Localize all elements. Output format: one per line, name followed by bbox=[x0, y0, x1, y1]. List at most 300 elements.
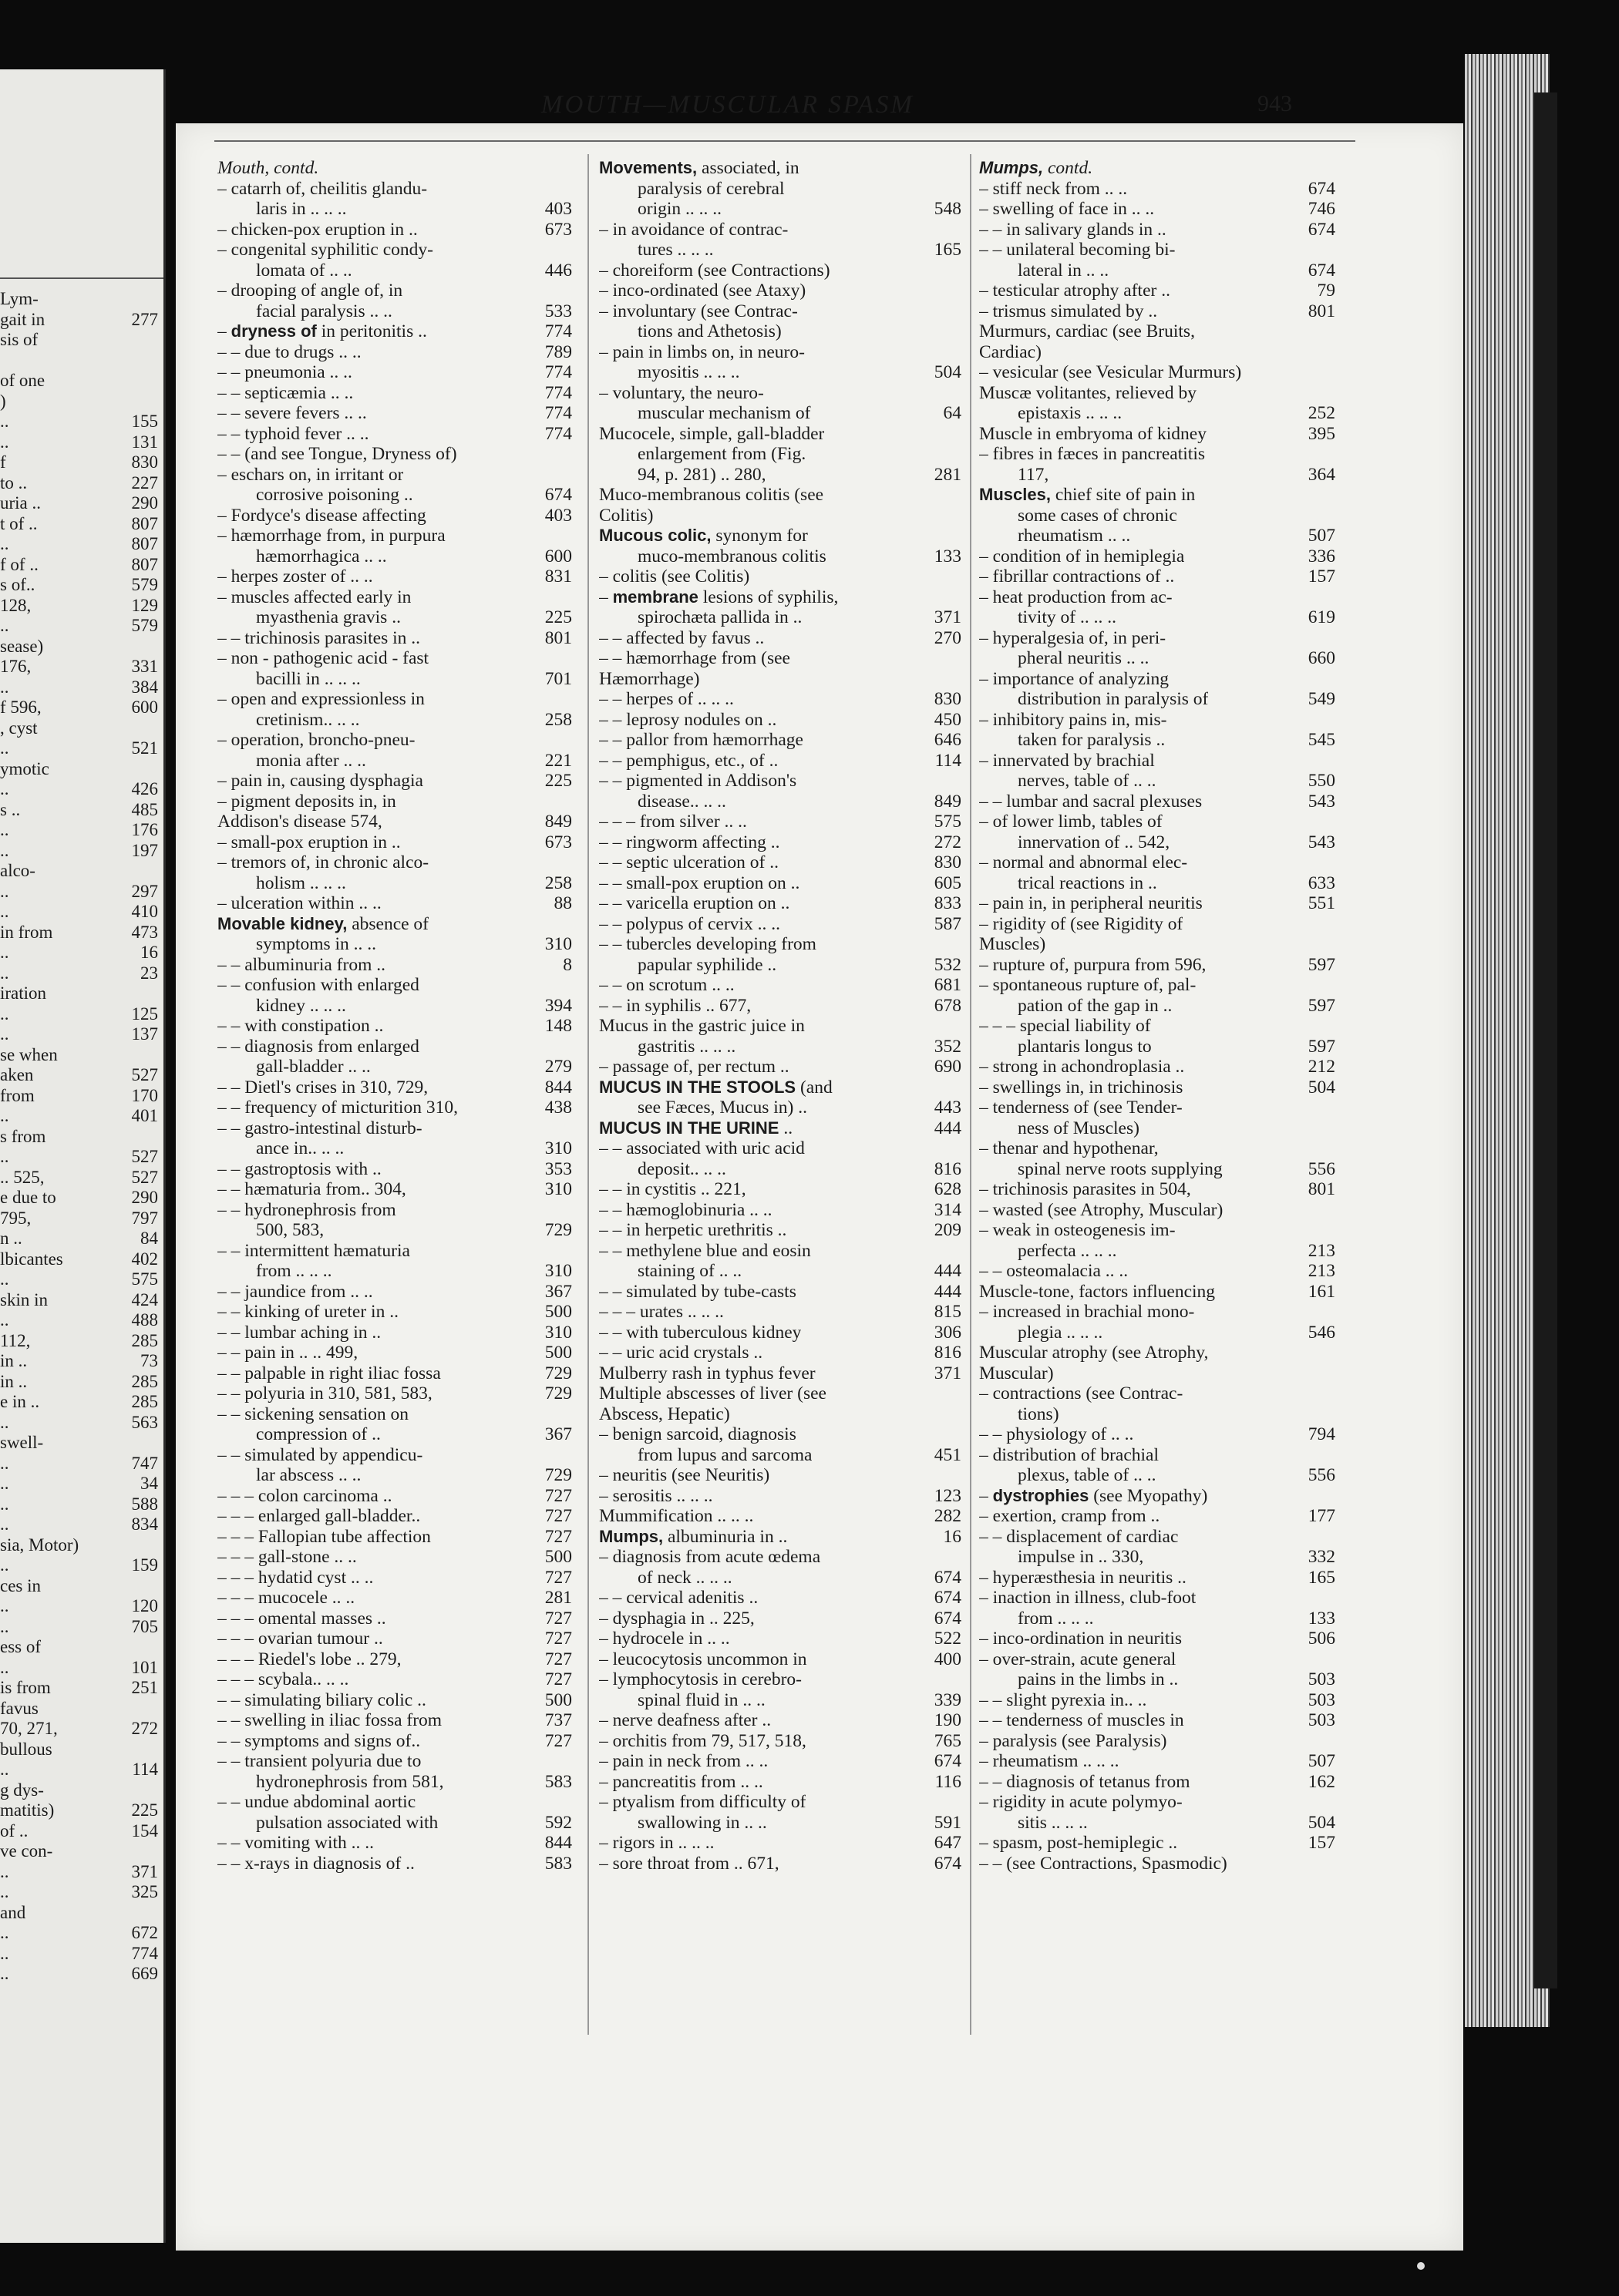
entry-text: tions and Athetosis) bbox=[638, 321, 782, 341]
entry-text: – – pain in .. .. 499, bbox=[217, 1343, 358, 1363]
left-fragment-text: in .. bbox=[0, 1371, 28, 1391]
entry-page-ref: 504 bbox=[1308, 1077, 1335, 1098]
entry-text: – fibrillar contractions of .. bbox=[979, 566, 1175, 587]
entry-page-ref: 816 bbox=[934, 1343, 961, 1363]
index-entry bbox=[979, 444, 1335, 465]
entry-page-ref: 165 bbox=[1308, 1567, 1335, 1588]
entry-page-ref: 533 bbox=[544, 301, 572, 321]
index-entry bbox=[217, 873, 572, 894]
entry-text: – – slight pyrexia in.. .. bbox=[979, 1689, 1147, 1710]
entry-text: – rigors in .. .. .. bbox=[599, 1833, 715, 1853]
entry-page-ref: 438 bbox=[544, 1098, 572, 1118]
left-fragment-line bbox=[0, 1678, 158, 1699]
left-fragment-page-ref: 325 bbox=[131, 1882, 158, 1901]
entry-page-ref: 272 bbox=[934, 832, 961, 852]
entry-page-ref: 506 bbox=[1308, 1629, 1335, 1649]
left-fragment-text: gait in bbox=[0, 309, 45, 329]
left-fragment-line bbox=[0, 1800, 158, 1821]
index-entry bbox=[599, 812, 961, 832]
entry-text: Mucocele, simple, gall-bladder bbox=[599, 423, 825, 444]
index-entry bbox=[599, 1200, 961, 1221]
left-fragment-text: .. bbox=[0, 943, 9, 962]
index-entry bbox=[217, 158, 572, 179]
left-fragment-line bbox=[0, 534, 158, 555]
entry-page-ref: 833 bbox=[934, 893, 961, 913]
entry-text: – – jaundice from .. .. bbox=[217, 1281, 373, 1302]
entry-text: – tenderness of (see Tender- bbox=[979, 1098, 1183, 1118]
index-entry bbox=[599, 424, 961, 445]
entry-page-ref: 729 bbox=[544, 1383, 572, 1403]
index-entry bbox=[599, 934, 961, 955]
index-entry bbox=[599, 342, 961, 363]
left-fragment-page-ref: 131 bbox=[131, 432, 158, 452]
left-fragment-text: .. bbox=[0, 1003, 9, 1024]
index-entry bbox=[217, 1751, 572, 1772]
index-entry bbox=[217, 526, 572, 546]
entry-page-ref: 310 bbox=[544, 1138, 572, 1158]
entry-text: plantaris longus to bbox=[1018, 1036, 1152, 1057]
index-entry bbox=[217, 301, 572, 322]
entry-page-ref: 844 bbox=[544, 1833, 572, 1853]
entry-text: – – frequency of micturition 310, bbox=[217, 1098, 458, 1118]
index-entry bbox=[979, 1241, 1335, 1262]
index-entry bbox=[599, 526, 961, 546]
left-fragment-page-ref: 34 bbox=[140, 1474, 158, 1493]
entry-text: – – – from silver .. .. bbox=[599, 812, 747, 832]
entry-text: – – ringworm affecting .. bbox=[599, 832, 780, 852]
entry-page-ref: 556 bbox=[1308, 1465, 1335, 1485]
left-fragment-line bbox=[0, 1699, 158, 1719]
left-fragment-text: .. bbox=[0, 1514, 9, 1534]
entry-text: – – septic ulceration of .. bbox=[599, 852, 779, 872]
index-entry bbox=[979, 1261, 1335, 1282]
index-entry bbox=[979, 669, 1335, 690]
index-entry bbox=[599, 832, 961, 853]
entry-page-ref: 605 bbox=[934, 872, 961, 893]
index-entry bbox=[979, 465, 1335, 486]
entry-page-ref: 353 bbox=[544, 1158, 572, 1179]
entry-page-ref: 727 bbox=[544, 1629, 572, 1649]
entry-text: Muscles, chief site of pain in bbox=[979, 485, 1196, 505]
left-fragment-page-ref: 120 bbox=[131, 1596, 158, 1615]
index-entry bbox=[599, 893, 961, 914]
index-entry bbox=[217, 812, 572, 832]
entry-text: – – typhoid fever .. .. bbox=[217, 423, 369, 444]
index-entry bbox=[979, 424, 1335, 445]
index-entry bbox=[599, 751, 961, 771]
entry-page-ref: 500 bbox=[544, 1343, 572, 1363]
left-page-index-column bbox=[0, 289, 158, 1985]
entry-page-ref: 647 bbox=[934, 1833, 961, 1853]
entry-text: – congenital syphilitic condy- bbox=[217, 240, 433, 260]
left-fragment-text: Lym- bbox=[0, 289, 39, 308]
entry-page-ref: 727 bbox=[544, 1608, 572, 1629]
entry-page-ref: 774 bbox=[544, 362, 572, 382]
left-fragment-page-ref: 426 bbox=[131, 779, 158, 798]
left-fragment-text: 795, bbox=[0, 1208, 32, 1228]
entry-text: – inaction in illness, club-foot bbox=[979, 1588, 1197, 1608]
index-entry bbox=[979, 1772, 1335, 1793]
left-fragment-line bbox=[0, 1147, 158, 1168]
entry-text: – – in salivary glands in .. bbox=[979, 219, 1166, 240]
column-divider-2 bbox=[970, 154, 971, 2035]
entry-text: bacilli in .. .. .. bbox=[256, 668, 361, 689]
entry-text: – – due to drugs .. .. bbox=[217, 341, 362, 362]
index-entry bbox=[217, 1588, 572, 1609]
index-entry bbox=[979, 1383, 1335, 1404]
index-entry bbox=[599, 1710, 961, 1731]
index-entry bbox=[979, 1690, 1335, 1711]
entry-text: lomata of .. .. bbox=[256, 260, 352, 281]
index-entry bbox=[979, 1323, 1335, 1343]
entry-page-ref: 746 bbox=[1308, 199, 1335, 219]
index-entry bbox=[217, 1383, 572, 1404]
index-entry bbox=[979, 812, 1335, 832]
index-column-3 bbox=[979, 158, 1335, 1874]
entry-text: – – – Riedel's lobe .. 279, bbox=[217, 1649, 402, 1669]
index-entry bbox=[217, 1527, 572, 1548]
entry-text: muscular mechanism of bbox=[638, 403, 811, 423]
entry-text: – – lumbar aching in .. bbox=[217, 1322, 382, 1343]
left-fragment-text: 128, bbox=[0, 595, 32, 615]
left-fragment-page-ref: 575 bbox=[131, 1269, 158, 1289]
entry-page-ref: 310 bbox=[544, 934, 572, 954]
left-fragment-page-ref: 285 bbox=[131, 1330, 158, 1350]
left-fragment-line bbox=[0, 1310, 158, 1331]
left-fragment-text: n .. bbox=[0, 1229, 22, 1248]
left-fragment-line bbox=[0, 432, 158, 453]
left-fragment-line bbox=[0, 1086, 158, 1107]
entry-page-ref: 314 bbox=[934, 1199, 961, 1220]
left-fragment-page-ref: 129 bbox=[131, 595, 158, 615]
left-fragment-page-ref: 101 bbox=[131, 1657, 158, 1677]
entry-text: – contractions (see Contrac- bbox=[979, 1383, 1183, 1403]
entry-page-ref: 546 bbox=[1308, 1322, 1335, 1343]
index-entry bbox=[599, 1568, 961, 1588]
index-entry bbox=[599, 1016, 961, 1037]
left-fragment-line bbox=[0, 1780, 158, 1801]
entry-page-ref: 209 bbox=[934, 1220, 961, 1240]
index-entry bbox=[979, 199, 1335, 220]
entry-text: trical reactions in .. bbox=[1018, 872, 1157, 893]
entry-page-ref: 400 bbox=[934, 1649, 961, 1669]
index-entry bbox=[599, 403, 961, 424]
entry-page-ref: 352 bbox=[934, 1036, 961, 1057]
index-entry bbox=[217, 669, 572, 690]
entry-text: Mucus in the gastric juice in bbox=[599, 1016, 805, 1036]
entry-page-ref: 444 bbox=[934, 1261, 961, 1281]
entry-text: – spasm, post-hemiplegic .. bbox=[979, 1833, 1178, 1853]
entry-text: from lupus and sarcoma bbox=[638, 1444, 813, 1465]
entry-text: – – – mucocele .. .. bbox=[217, 1588, 355, 1608]
entry-text: tures .. .. .. bbox=[638, 240, 714, 260]
left-fragment-text: ess of bbox=[0, 1637, 42, 1656]
entry-text: facial paralysis .. .. bbox=[256, 301, 392, 321]
entry-page-ref: 507 bbox=[1308, 1751, 1335, 1771]
index-entry bbox=[217, 1404, 572, 1425]
entry-text: – chicken-pox eruption in .. bbox=[217, 219, 418, 240]
left-fragment-page-ref: 114 bbox=[132, 1760, 158, 1779]
entry-text: – nerve deafness after .. bbox=[599, 1710, 772, 1730]
entry-page-ref: 774 bbox=[544, 403, 572, 423]
entry-text: Mummification .. .. .. bbox=[599, 1506, 754, 1526]
entry-text: – innervated by brachial bbox=[979, 750, 1155, 771]
index-entry bbox=[979, 1609, 1335, 1629]
index-entry bbox=[217, 566, 572, 587]
entry-page-ref: 727 bbox=[544, 1730, 572, 1751]
index-entry bbox=[217, 955, 572, 976]
entry-text: – – symptoms and signs of.. bbox=[217, 1730, 421, 1751]
index-entry bbox=[599, 1057, 961, 1077]
entry-page-ref: 114 bbox=[934, 750, 961, 771]
index-entry bbox=[599, 1343, 961, 1363]
index-entry bbox=[217, 1629, 572, 1649]
left-fragment-line bbox=[0, 1903, 158, 1924]
left-fragment-line bbox=[0, 657, 158, 677]
index-entry bbox=[599, 1445, 961, 1466]
left-fragment-line bbox=[0, 902, 158, 923]
entry-text: hydronephrosis from 581, bbox=[256, 1771, 444, 1792]
left-fragment-text: f 596, bbox=[0, 698, 42, 717]
entry-text: – colitis (see Colitis) bbox=[599, 566, 750, 587]
entry-text: – passage of, per rectum .. bbox=[599, 1057, 789, 1077]
entry-text: – – polyuria in 310, 581, 583, bbox=[217, 1383, 433, 1403]
index-entry bbox=[979, 1138, 1335, 1159]
entry-page-ref: 737 bbox=[544, 1710, 572, 1730]
entry-text: – – leprosy nodules on .. bbox=[599, 709, 777, 730]
left-fragment-page-ref: 155 bbox=[131, 412, 158, 431]
index-entry bbox=[599, 771, 961, 792]
entry-text: – – – special liability of bbox=[979, 1016, 1151, 1036]
entry-page-ref: 794 bbox=[1308, 1424, 1335, 1444]
entry-page-ref: 575 bbox=[934, 812, 961, 832]
entry-page-ref: 831 bbox=[544, 566, 572, 587]
entry-text: – – vomiting with .. .. bbox=[217, 1833, 375, 1853]
entry-text: Hæmorrhage) bbox=[599, 668, 700, 689]
index-entry bbox=[599, 1404, 961, 1425]
index-entry bbox=[979, 1669, 1335, 1690]
left-fragment-page-ref: 331 bbox=[131, 657, 158, 676]
left-fragment-text: .. bbox=[0, 738, 9, 758]
entry-text: – importance of analyzing bbox=[979, 668, 1170, 689]
index-entry bbox=[217, 914, 572, 935]
entry-page-ref: 673 bbox=[544, 219, 572, 240]
entry-page-ref: 394 bbox=[544, 995, 572, 1016]
entry-page-ref: 765 bbox=[934, 1730, 961, 1751]
left-fragment-page-ref: 527 bbox=[131, 1147, 158, 1166]
entry-page-ref: 310 bbox=[544, 1261, 572, 1281]
entry-text: – herpes zoster of .. .. bbox=[217, 566, 373, 587]
index-entry bbox=[979, 1424, 1335, 1445]
left-fragment-page-ref: 297 bbox=[131, 881, 158, 901]
entry-page-ref: 310 bbox=[544, 1322, 572, 1343]
index-entry bbox=[979, 1588, 1335, 1609]
left-fragment-line bbox=[0, 882, 158, 903]
entry-text: – – cervical adenitis .. bbox=[599, 1588, 759, 1608]
book-edge-shadow bbox=[1534, 92, 1557, 1988]
left-fragment-line bbox=[0, 310, 158, 331]
left-fragment-text: .. bbox=[0, 1555, 9, 1575]
index-entry bbox=[979, 179, 1335, 200]
left-fragment-line bbox=[0, 983, 158, 1004]
index-entry bbox=[599, 1323, 961, 1343]
entry-text: taken for paralysis .. bbox=[1018, 730, 1166, 750]
entry-text: – – associated with uric acid bbox=[599, 1138, 805, 1158]
index-entry bbox=[217, 975, 572, 996]
entry-text: – – on scrotum .. .. bbox=[599, 975, 735, 995]
entry-page-ref: 64 bbox=[943, 403, 961, 423]
left-fragment-page-ref: 384 bbox=[131, 677, 158, 697]
index-entry bbox=[217, 607, 572, 628]
entry-page-ref: 213 bbox=[1308, 1261, 1335, 1281]
entry-text: myasthenia gravis .. bbox=[256, 607, 401, 627]
left-fragment-line bbox=[0, 1065, 158, 1086]
entry-page-ref: 830 bbox=[934, 852, 961, 872]
entry-text: – rupture of, purpura from 596, bbox=[979, 954, 1207, 975]
index-entry bbox=[599, 506, 961, 526]
left-fragment-line bbox=[0, 473, 158, 494]
entry-text: Muscular) bbox=[979, 1363, 1054, 1383]
left-fragment-line bbox=[0, 1719, 158, 1740]
entry-page-ref: 522 bbox=[934, 1629, 961, 1649]
entry-text: monia after .. .. bbox=[256, 750, 366, 771]
index-entry bbox=[217, 1506, 572, 1527]
left-fragment-text: bullous bbox=[0, 1739, 52, 1759]
entry-text: pains in the limbs in .. bbox=[1018, 1669, 1179, 1689]
entry-page-ref: 674 bbox=[934, 1588, 961, 1608]
index-entry bbox=[599, 1037, 961, 1057]
entry-page-ref: 660 bbox=[1308, 648, 1335, 668]
entry-page-ref: 597 bbox=[1308, 1036, 1335, 1057]
left-fragment-line bbox=[0, 1964, 158, 1985]
entry-text: – non - pathogenic acid - fast bbox=[217, 648, 429, 668]
entry-page-ref: 165 bbox=[934, 240, 961, 260]
entry-page-ref: 681 bbox=[934, 975, 961, 995]
entry-text: – – small-pox eruption on .. bbox=[599, 872, 800, 893]
page-header bbox=[359, 91, 1292, 137]
entry-text: – hyperalgesia of, in peri- bbox=[979, 627, 1166, 648]
left-fragment-text: .. bbox=[0, 1269, 9, 1289]
index-entry bbox=[979, 1363, 1335, 1384]
headword: MUCUS IN THE URINE bbox=[599, 1118, 779, 1138]
left-fragment-page-ref: 473 bbox=[131, 922, 158, 942]
entry-page-ref: 162 bbox=[1308, 1771, 1335, 1792]
index-entry bbox=[599, 873, 961, 894]
index-entry bbox=[979, 485, 1335, 506]
index-entry bbox=[217, 934, 572, 955]
left-fragment-text: alco- bbox=[0, 861, 35, 880]
entry-page-ref: 701 bbox=[544, 668, 572, 689]
left-fragment-page-ref: 797 bbox=[131, 1208, 158, 1228]
left-fragment-text: in from bbox=[0, 922, 53, 942]
entry-text: MUCUS IN THE URINE .. bbox=[599, 1118, 793, 1138]
index-entry bbox=[979, 852, 1335, 873]
entry-text: – benign sarcoid, diagnosis bbox=[599, 1424, 796, 1444]
left-fragment-line bbox=[0, 1760, 158, 1780]
entry-text: – drooping of angle of, in bbox=[217, 281, 403, 301]
entry-page-ref: 500 bbox=[544, 1689, 572, 1710]
entry-text: – – – gall-stone .. .. bbox=[217, 1547, 357, 1567]
left-fragment-text: s from bbox=[0, 1126, 46, 1146]
index-entry bbox=[217, 1854, 572, 1874]
entry-page-ref: 690 bbox=[934, 1057, 961, 1077]
entry-text: – exertion, cramp from .. bbox=[979, 1506, 1160, 1526]
entry-text: – – pigmented in Addison's bbox=[599, 771, 797, 791]
index-entry bbox=[979, 158, 1335, 179]
entry-page-ref: 597 bbox=[1308, 995, 1335, 1016]
index-entry bbox=[599, 852, 961, 873]
index-entry bbox=[599, 648, 961, 669]
left-fragment-line bbox=[0, 759, 158, 780]
left-fragment-text: .. bbox=[0, 1147, 9, 1166]
index-entry bbox=[217, 281, 572, 301]
entry-page-ref: 364 bbox=[1308, 464, 1335, 485]
entry-page-ref: 451 bbox=[934, 1444, 961, 1465]
left-fragment-text: .. bbox=[0, 779, 9, 798]
left-fragment-text: .. bbox=[0, 1474, 9, 1493]
index-entry bbox=[599, 1282, 961, 1303]
index-entry bbox=[979, 1159, 1335, 1180]
entry-text: – open and expressionless in bbox=[217, 689, 425, 709]
left-fragment-text: ymotic bbox=[0, 758, 49, 778]
left-fragment-line bbox=[0, 1494, 158, 1515]
left-fragment-text: .. bbox=[0, 820, 9, 839]
index-entry bbox=[599, 1220, 961, 1241]
entry-page-ref: 774 bbox=[544, 382, 572, 403]
index-entry bbox=[599, 669, 961, 690]
index-entry bbox=[599, 710, 961, 731]
entry-text: – orchitis from 79, 517, 518, bbox=[599, 1730, 806, 1751]
index-entry bbox=[979, 220, 1335, 240]
left-fragment-text: to .. bbox=[0, 472, 28, 492]
left-fragment-text: .. bbox=[0, 1657, 9, 1677]
left-fragment-text: s of.. bbox=[0, 575, 35, 594]
index-entry bbox=[979, 1813, 1335, 1834]
entry-text: – spontaneous rupture of, pal- bbox=[979, 975, 1197, 995]
headword: Muscles, bbox=[979, 485, 1051, 504]
index-entry bbox=[217, 342, 572, 363]
entry-text: – – confusion with enlarged bbox=[217, 975, 419, 995]
index-entry bbox=[979, 587, 1335, 608]
entry-text: – – methylene blue and eosin bbox=[599, 1240, 811, 1261]
left-fragment-page-ref: 563 bbox=[131, 1412, 158, 1432]
entry-text: enlargement from (Fig. bbox=[638, 444, 806, 464]
entry-text: kidney .. .. .. bbox=[256, 995, 346, 1016]
entry-page-ref: 543 bbox=[1308, 832, 1335, 852]
entry-page-ref: 213 bbox=[1308, 1240, 1335, 1261]
left-fragment-page-ref: 672 bbox=[131, 1923, 158, 1942]
left-fragment-line bbox=[0, 1923, 158, 1944]
left-fragment-page-ref: 272 bbox=[131, 1719, 158, 1738]
index-entry bbox=[979, 751, 1335, 771]
index-entry bbox=[599, 1486, 961, 1507]
index-entry bbox=[217, 1568, 572, 1588]
entry-text: – – simulating biliary colic .. bbox=[217, 1689, 426, 1710]
entry-text: – of lower limb, tables of bbox=[979, 812, 1163, 832]
index-entry bbox=[979, 771, 1335, 792]
index-entry bbox=[217, 362, 572, 383]
entry-text: – – x-rays in diagnosis of .. bbox=[217, 1853, 415, 1874]
left-fragment-page-ref: 154 bbox=[131, 1820, 158, 1840]
entry-page-ref: 543 bbox=[1308, 791, 1335, 812]
index-entry bbox=[217, 832, 572, 853]
index-entry bbox=[217, 792, 572, 812]
entry-text: – over-strain, acute general bbox=[979, 1649, 1176, 1669]
entry-page-ref: 157 bbox=[1308, 1833, 1335, 1853]
index-entry bbox=[979, 1016, 1335, 1037]
index-entry bbox=[599, 607, 961, 628]
index-entry bbox=[979, 893, 1335, 914]
